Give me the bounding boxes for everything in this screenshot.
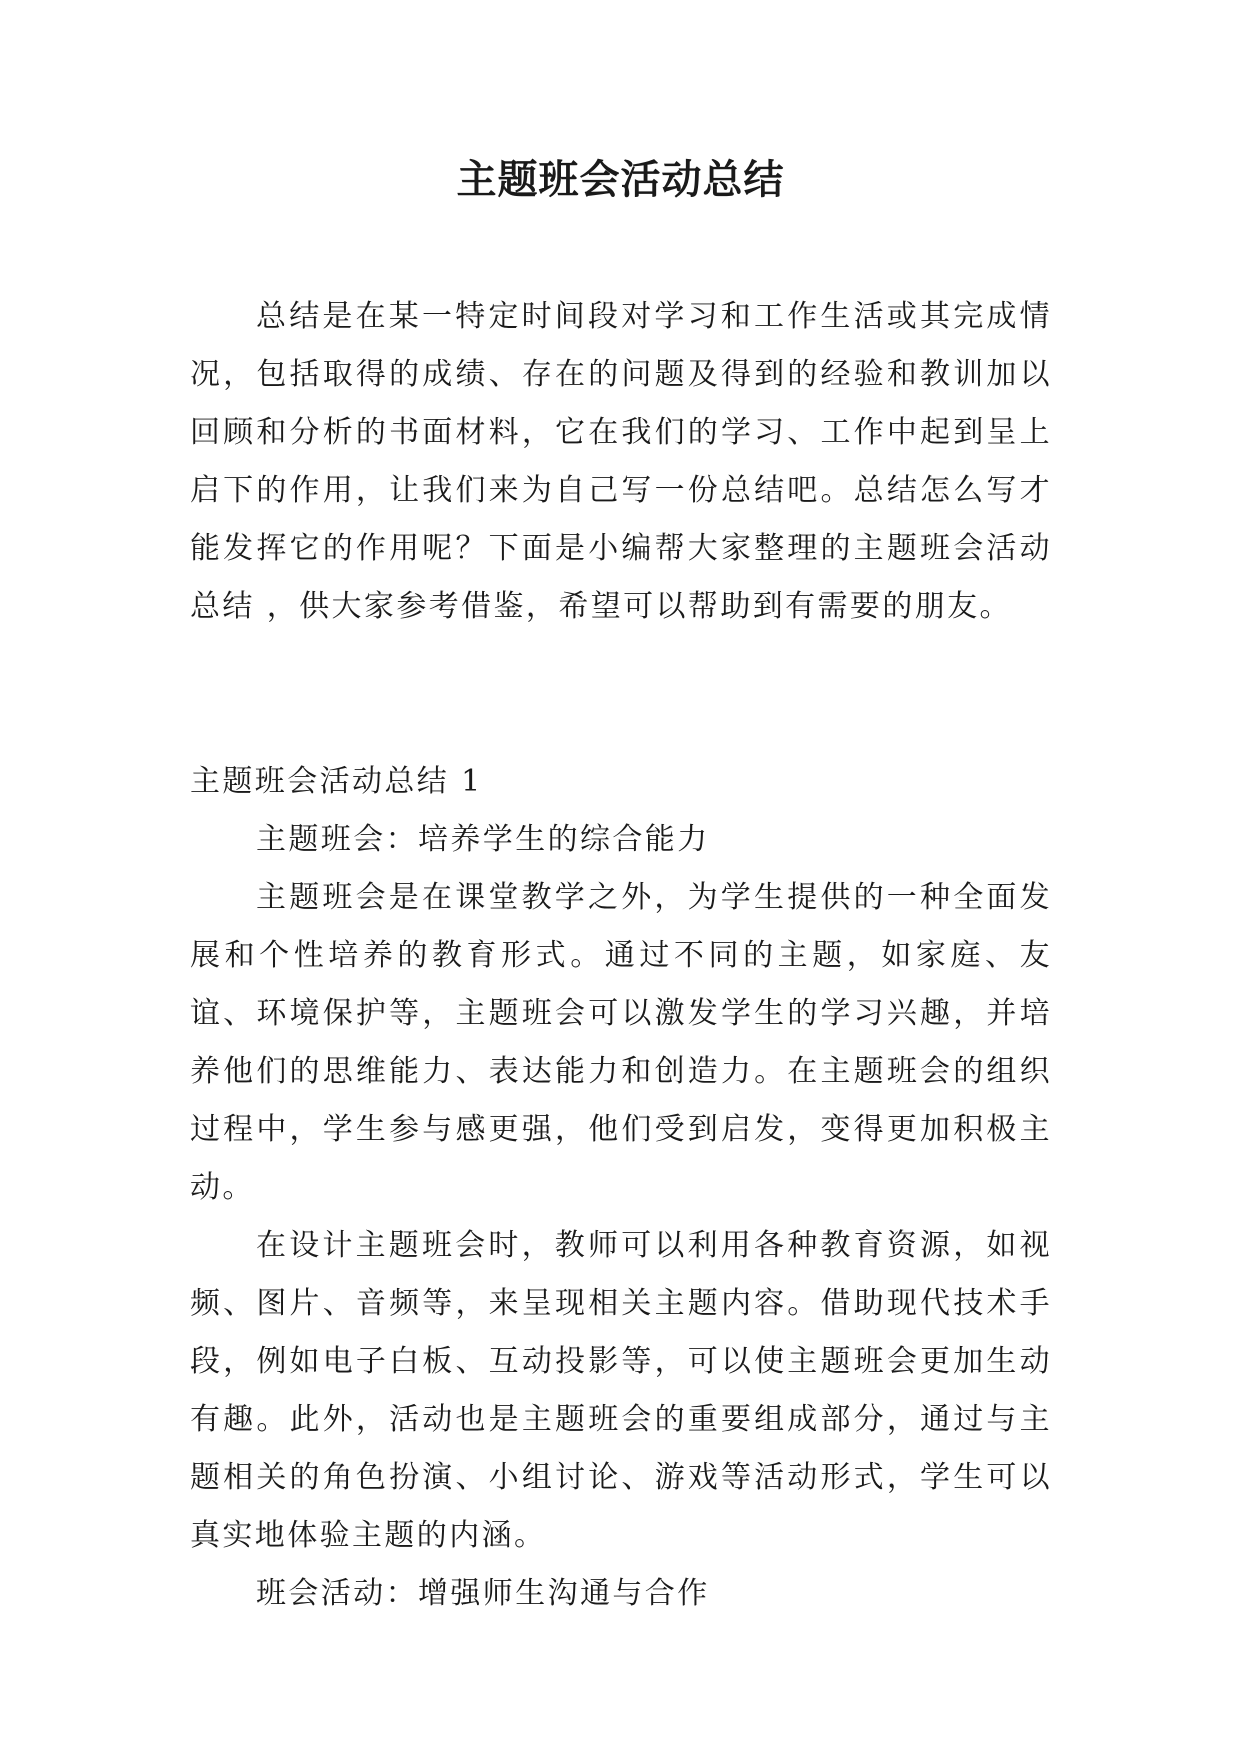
section-block: [190, 753, 1052, 1623]
document-title: 主题班会活动总结: [456, 157, 785, 203]
paragraph-1: 主题班会是在课堂教学之外，为学生提供的一种全面发展和个性培养的教育形式。通过不同的主题，如家庭、友谊、环境保护等，主题班会可以激发学生的学习兴趣，并培养他们的思维能力、表达能力和创造力。在主题班会的组织过程中，学生参与感更强，他们受到启发，变得更加积极主动。: [190, 880, 1052, 1205]
section-heading: 主题班会活动总结 1: [190, 764, 483, 799]
intro-block: [190, 288, 1052, 636]
intro-paragraph: 总结是在某一特定时间段对学习和工作生活或其完成情况，包括取得的成绩、存在的问题及得到的经验和教训加以回顾和分析的书面材料，它在我们的学习、工作中起到呈上启下的作用，让我们来为自己写一份总结吧。总结怎么写才能发挥它的作用呢？下面是小编帮大家整理的主题班会活动总结 ，供大家参考借鉴，希望可以帮助到有需要的朋友。: [190, 299, 1052, 624]
subheading-2: 班会活动：增强师生沟通与合作: [256, 1576, 710, 1611]
paragraph-2: 在设计主题班会时，教师可以利用各种教育资源，如视频、图片、音频等，来呈现相关主题内容。借助现代技术手段，例如电子白板、互动投影等，可以使主题班会更加生动有趣。此外，活动也是主题班会的重要组成部分，通过与主题相关的角色扮演、小组讨论、游戏等活动形式，学生可以真实地体验主题的内涵。: [190, 1228, 1052, 1553]
subheading-1: 主题班会：培养学生的综合能力: [256, 822, 710, 857]
